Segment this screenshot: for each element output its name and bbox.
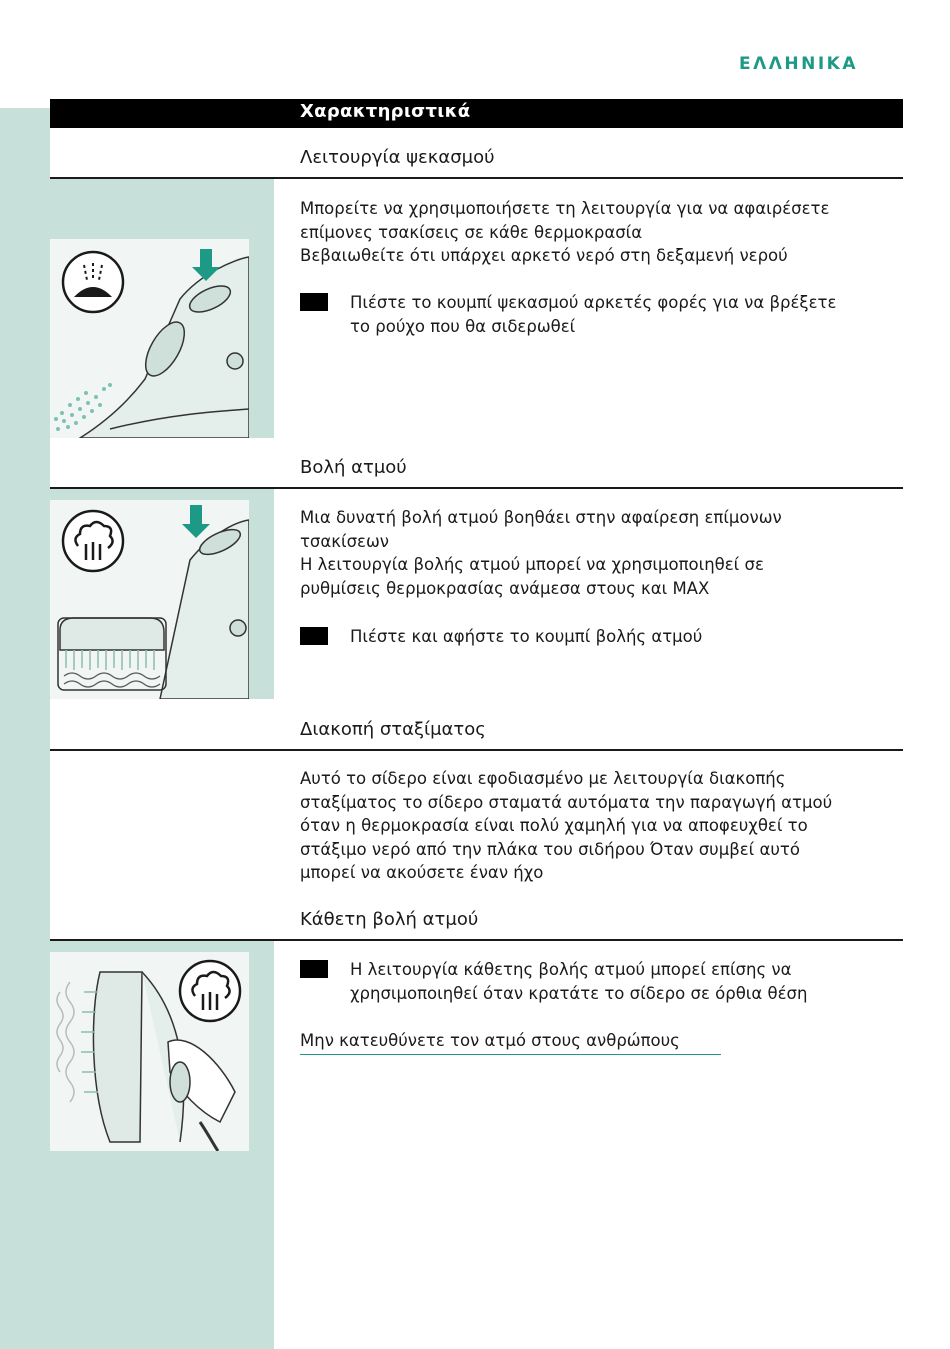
warning-text: Μην κατευθύνετε τον ατμό στους ανθρώπους [300,1030,721,1055]
bullet-marker [300,627,328,645]
text-strip [50,751,274,939]
title-strip [50,699,274,750]
bullet-marker [300,960,328,978]
iron-vertical-steam-illustration [50,952,249,1151]
bullet-text-steam-shot: Πιέστε και αφήστε το κουμπί βολής ατμού [350,627,703,646]
section-title-steam-shot: Βολή ατμού [300,457,407,478]
header-bar [50,99,903,128]
title-strip [50,438,274,489]
steam-shot-icon [177,958,243,1024]
section-intro-spray: Μπορείτε να χρησιμοποιήσετε τη λειτουργία για να αφαιρέσετε επίμονες τσακίσεις σε κάθε θερμοκρασία Βεβαιωθείτε ότι υπάρχει αρκετό νερό στη δεξαμενή νερού [300,199,830,265]
bullet-marker [300,293,328,311]
steam-shot-icon [60,508,126,574]
iron-steam-shot-illustration [50,500,249,699]
section-title-spray: Λειτουργία ψεκασμού [300,147,495,168]
section-title-drip-stop: Διακοπή σταξίματος [300,719,486,740]
section-divider [50,939,903,941]
title-strip [50,128,274,179]
language-label: ΕΛΛΗΝΙΚΑ [738,54,858,74]
page-title: Χαρακτηριστικά [300,101,471,122]
section-intro-drip-stop: Αυτό το σίδερο είναι εφοδιασμένο με λειτουργία διακοπής σταξίματος το σίδερο σταματά αυτόματα την παραγωγή ατμού όταν η θερμοκρασία είναι πολύ χαμηλή για να αποφευχθεί το στάξιμο νερό από την πλάκα του σιδήρου Όταν συμβεί αυτό μπορεί να ακούσετε έναν ήχο [300,769,833,882]
spray-icon [60,249,126,315]
section-divider [50,177,903,179]
section-title-vertical-steam: Κάθετη βολή ατμού [300,909,479,930]
iron-spray-illustration [50,239,249,438]
bullet-text-spray: Πιέστε το κουμπί ψεκασμού αρκετές φορές για να βρέξετε το ρούχο που θα σιδερωθεί [350,293,837,336]
bullet-text-vertical-steam: Η λειτουργία κάθετης βολής ατμού μπορεί επίσης να χρησιμοποιηθεί όταν κρατάτε το σίδερο σε όρθια θέση [350,960,808,1003]
section-intro-steam-shot: Μια δυνατή βολή ατμού βοηθάει στην αφαίρεση επίμονων τσακίσεων Η λειτουργία βολής ατμού μπορεί να χρησιμοποιηθεί σε ρυθμίσεις θερμοκρασίας ανάμεσα στους και MAX [300,508,782,598]
section-divider [50,487,903,489]
